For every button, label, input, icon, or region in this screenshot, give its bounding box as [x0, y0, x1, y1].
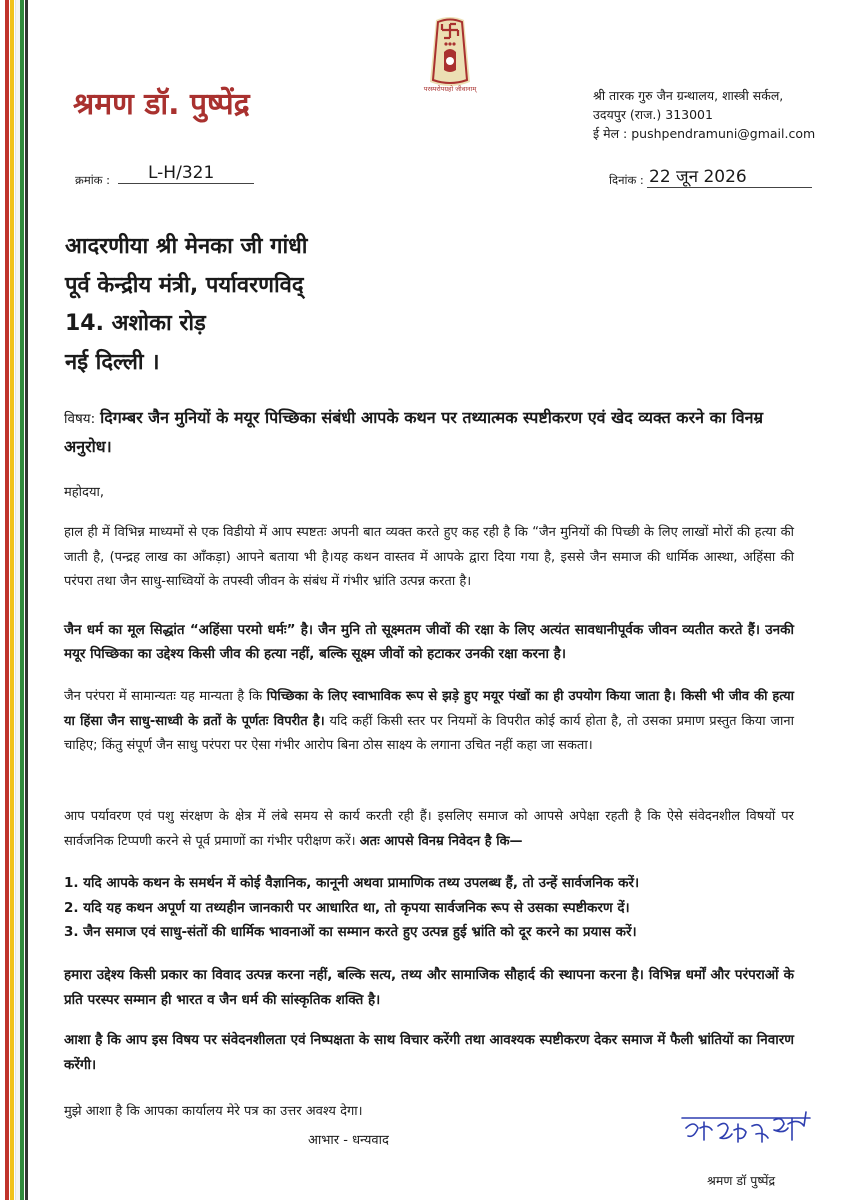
recipient-designation: पूर्व केन्द्रीय मंत्री, पर्यावरणविद्	[65, 272, 304, 298]
salutation: महोदया,	[64, 485, 104, 500]
list-item: 2. यदि यह कथन अपूर्ण या तथ्यहीन जानकारी पर आधारित था, तो कृपया सार्वजनिक रूप से उसका स्पष्टीकरण दें।	[64, 899, 630, 916]
address-line: उदयपुर (राज.) 313001	[593, 107, 713, 122]
date-value: 22 जून 2026	[647, 164, 812, 188]
subject-label: विषय:	[64, 411, 96, 427]
stripe-green	[20, 0, 24, 1200]
stripe-black	[25, 0, 28, 1200]
signatory-name: श्रमण डॉ पुष्पेंद्र	[707, 1173, 776, 1188]
recipient-street: 14. अशोका रोड़	[65, 311, 206, 336]
paragraph-text: जैन परंपरा में सामान्यतः यह मान्यता है कि	[64, 689, 267, 704]
reference-number-value: L-H/321	[118, 163, 254, 184]
body-paragraph	[64, 805, 794, 854]
paragraph-text: यदि कहीं किसी स्तर पर नियमों के विपरीत कोई कार्य होता है, तो उसका प्रमाण प्रस्तुत किया जाना चाहिए; किंतु संपूर्ण जैन साधु परंपरा पर ऐसा गंभीर आरोप बिना ठोस साक्ष्य के लगाना उचित नहीं कहा जा सकता।	[64, 713, 794, 753]
thanks-line: आभार - धन्यवाद	[308, 1133, 389, 1148]
body-paragraph	[64, 685, 794, 759]
jain-flag-stripes	[0, 0, 30, 1200]
letterhead-address	[593, 86, 815, 143]
paragraph-text: आप पर्यावरण एवं पशु संरक्षण के क्षेत्र में लंबे समय से कार्य करती रही हैं। इसलिए समाज को आपसे अपेक्षा रहती है कि ऐसे संवेदनशील विषयों पर सार्वजनिक टिप्पणी करने से पूर्व प्रमाणों का गंभीर परीक्षण करें।	[64, 809, 794, 849]
emblem-motto: परस्परोपग्रहो जीवानाम्	[423, 85, 477, 93]
body-paragraph: हाल ही में विभिन्न माध्यमों से एक विडीयो में आप स्पष्टतः अपनी बात व्यक्त करते हुए कह रही है कि “जैन मुनियों की पिच्छी के लिए लाखों मोरों की हत्या की जाती है, (पन्द्रह लाख का आँकड़ा) आपने बताया भी है।यह कथन वास्तव में आपके द्वारा दिया गया है, इससे जैन समाज की धार्मिक आस्था, अहिंसा की परंपरा तथा जैन साधु-साध्वियों के तपस्वी जीवन के संबंध में गंभीर भ्रांति उत्पन्न करता है।	[64, 525, 794, 589]
list-item: 1. यदि आपके कथन के समर्थन में कोई वैज्ञानिक, कानूनी अथवा प्रामाणिक तथ्य उपलब्ध हैं, तो उन्हें सार्वजनिक करें।	[64, 875, 640, 891]
paragraph-emphasis: अतः आपसे विनम्र निवेदन है कि—	[359, 833, 523, 849]
recipient-block	[65, 228, 307, 382]
request-list	[64, 871, 794, 945]
date-label: दिनांक :	[609, 173, 644, 187]
letterhead-name: श्रमण डॉ. पुष्पेंद्र	[73, 87, 250, 122]
list-item: 3. जैन समाज एवं साधु-संतों की धार्मिक भावनाओं का सम्मान करते हुए उत्पन्न हुई भ्रांति को दूर करने का प्रयास करें।	[64, 924, 637, 940]
body-paragraph: हमारा उद्देश्य किसी प्रकार का विवाद उत्पन्न करना नहीं, बल्कि सत्य, तथ्य और सामाजिक सौहार्द की स्थापना करना है। विभिन्न धर्मों और परंपराओं के प्रति परस्पर सम्मान ही भारत व जैन धर्म की सांस्कृतिक शक्ति है।	[64, 967, 794, 1008]
paragraph-emphasis: पिच्छिका के लिए स्वाभाविक रूप से झड़े हुए मयूर पंखों का ही उपयोग किया जाता है। किसी भी जीव की हत्या या हिंसा जैन साधु-साध्वी के व्रतों के पूर्णतः विपरीत है।	[64, 689, 794, 729]
body-paragraph: आशा है कि आप इस विषय पर संवेदनशीलता एवं निष्पक्षता के साथ विचार करेंगी तथा आवश्यक स्पष्टीकरण देकर समाज में फैली भ्रांतियों का निवारण करेंगी।	[64, 1032, 794, 1073]
address-line: श्री तारक गुरु जैन ग्रन्थालय, शास्त्री सर्कल,	[593, 88, 784, 103]
email-line: ई मेल : pushpendramuni@gmail.com	[593, 126, 816, 141]
subject-text: दिगम्बर जैन मुनियों के मयूर पिच्छिका संबंधी आपके कथन पर तथ्यात्मक स्पष्टीकरण एवं खेद व्यक्त करने का विनम्र अनुरोध।	[64, 408, 764, 456]
stripe-yellow	[10, 0, 14, 1200]
recipient-city: नई दिल्ली ।	[65, 349, 160, 375]
reference-number-label: क्रमांक :	[75, 173, 111, 187]
body-paragraph: जैन धर्म का मूल सिद्धांत “अहिंसा परमो धर्मः” है। जैन मुनि तो सूक्ष्मतम जीवों की रक्षा के लिए अत्यंत सावधानीपूर्वक जीवन व्यतीत करते हैं। उनकी मयूर पिच्छिका का उद्देश्य किसी जीव की हत्या नहीं, बल्कि सूक्ष्म जीवों को हटाकर उनकी रक्षा करना है।	[64, 622, 794, 662]
recipient-name: आदरणीया श्री मेनका जी गांधी	[65, 234, 308, 259]
subject-line	[64, 404, 794, 461]
handwritten-signature	[676, 1098, 824, 1160]
stripe-red	[5, 0, 9, 1200]
closing-line: मुझे आशा है कि आपका कार्यालय मेरे पत्र का उत्तर अवश्य देगा।	[64, 1104, 363, 1119]
